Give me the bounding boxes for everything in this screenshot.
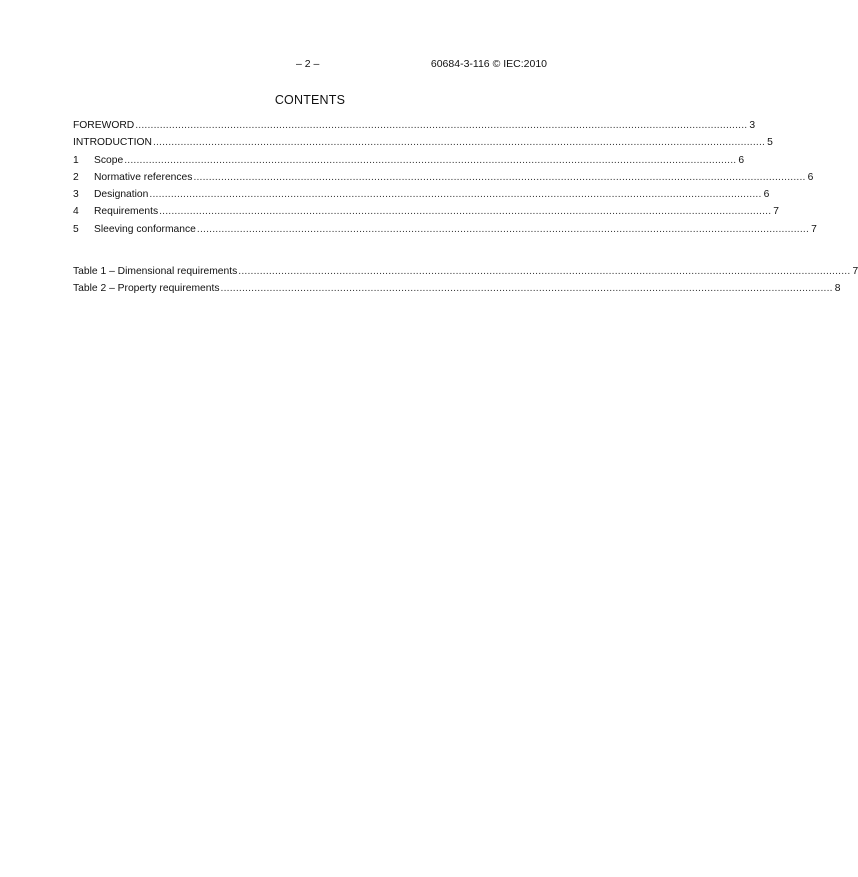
toc-entry-label: Requirements <box>94 206 159 218</box>
toc-dot-leader: ........................................................................................................................................................................................................ <box>196 223 810 235</box>
toc-dot-leader: ........................................................................................................................................................................................................ <box>220 283 833 295</box>
toc-entry-page: 6 <box>763 189 770 201</box>
toc-entry-foreword[interactable] <box>73 117 756 134</box>
toc-entry-page: 7 <box>773 206 780 218</box>
toc-entry-number: 3 <box>73 189 79 201</box>
page-header <box>0 58 620 76</box>
toc-dot-leader: ........................................................................................................................................................................................................ <box>159 206 772 218</box>
toc-entry-page: 6 <box>738 154 745 166</box>
toc-entry-normative-references[interactable] <box>73 169 814 186</box>
toc-entry-requirements[interactable] <box>73 203 780 220</box>
toc-entry-label: Normative references <box>94 171 193 183</box>
toc-dot-leader: ........................................................................................................................................................................................................ <box>193 171 806 183</box>
page-number: – 2 – <box>296 58 320 70</box>
table-of-contents <box>73 117 817 238</box>
toc-entry-sleeving-conformance[interactable] <box>73 221 817 238</box>
toc-entry-number: 2 <box>73 171 79 183</box>
toc-entry-label: INTRODUCTION <box>73 137 152 149</box>
document-reference: 60684-3-116 © IEC:2010 <box>430 58 547 70</box>
table-entry-label: Table 2 – Property requirements <box>73 283 220 295</box>
toc-entry-label: Designation <box>94 189 149 201</box>
table-entry-dimensional-requirements[interactable] <box>73 263 858 280</box>
toc-entry-number: 1 <box>73 154 79 166</box>
toc-dot-leader: ........................................................................................................................................................................................................ <box>152 137 766 149</box>
toc-entry-introduction[interactable] <box>73 134 773 151</box>
toc-entry-page: 6 <box>807 171 814 183</box>
table-entry-page: 7 <box>852 266 858 277</box>
contents-title: CONTENTS <box>274 93 346 107</box>
toc-dot-leader: ........................................................................................................................................................................................................ <box>135 120 748 131</box>
toc-entry-label: Scope <box>94 154 124 166</box>
table-entry-page: 8 <box>834 283 841 295</box>
toc-dot-leader: ........................................................................................................................................................................................................ <box>238 266 851 277</box>
toc-dot-leader: ........................................................................................................................................................................................................ <box>124 154 737 166</box>
toc-entry-number: 5 <box>73 223 79 235</box>
toc-dot-leader: ........................................................................................................................................................................................................ <box>149 189 762 201</box>
toc-entry-page: 7 <box>811 223 817 235</box>
list-of-tables <box>73 263 858 298</box>
table-entry-property-requirements[interactable] <box>73 280 841 297</box>
toc-entry-page: 5 <box>767 137 773 149</box>
toc-entry-designation[interactable] <box>73 186 770 203</box>
table-entry-label: Table 1 – Dimensional requirements <box>73 266 238 277</box>
toc-entry-page: 3 <box>749 120 756 131</box>
toc-entry-scope[interactable] <box>73 152 745 169</box>
toc-entry-label: FOREWORD <box>73 120 135 131</box>
toc-entry-label: Sleeving conformance <box>94 223 196 235</box>
toc-entry-number: 4 <box>73 206 79 218</box>
